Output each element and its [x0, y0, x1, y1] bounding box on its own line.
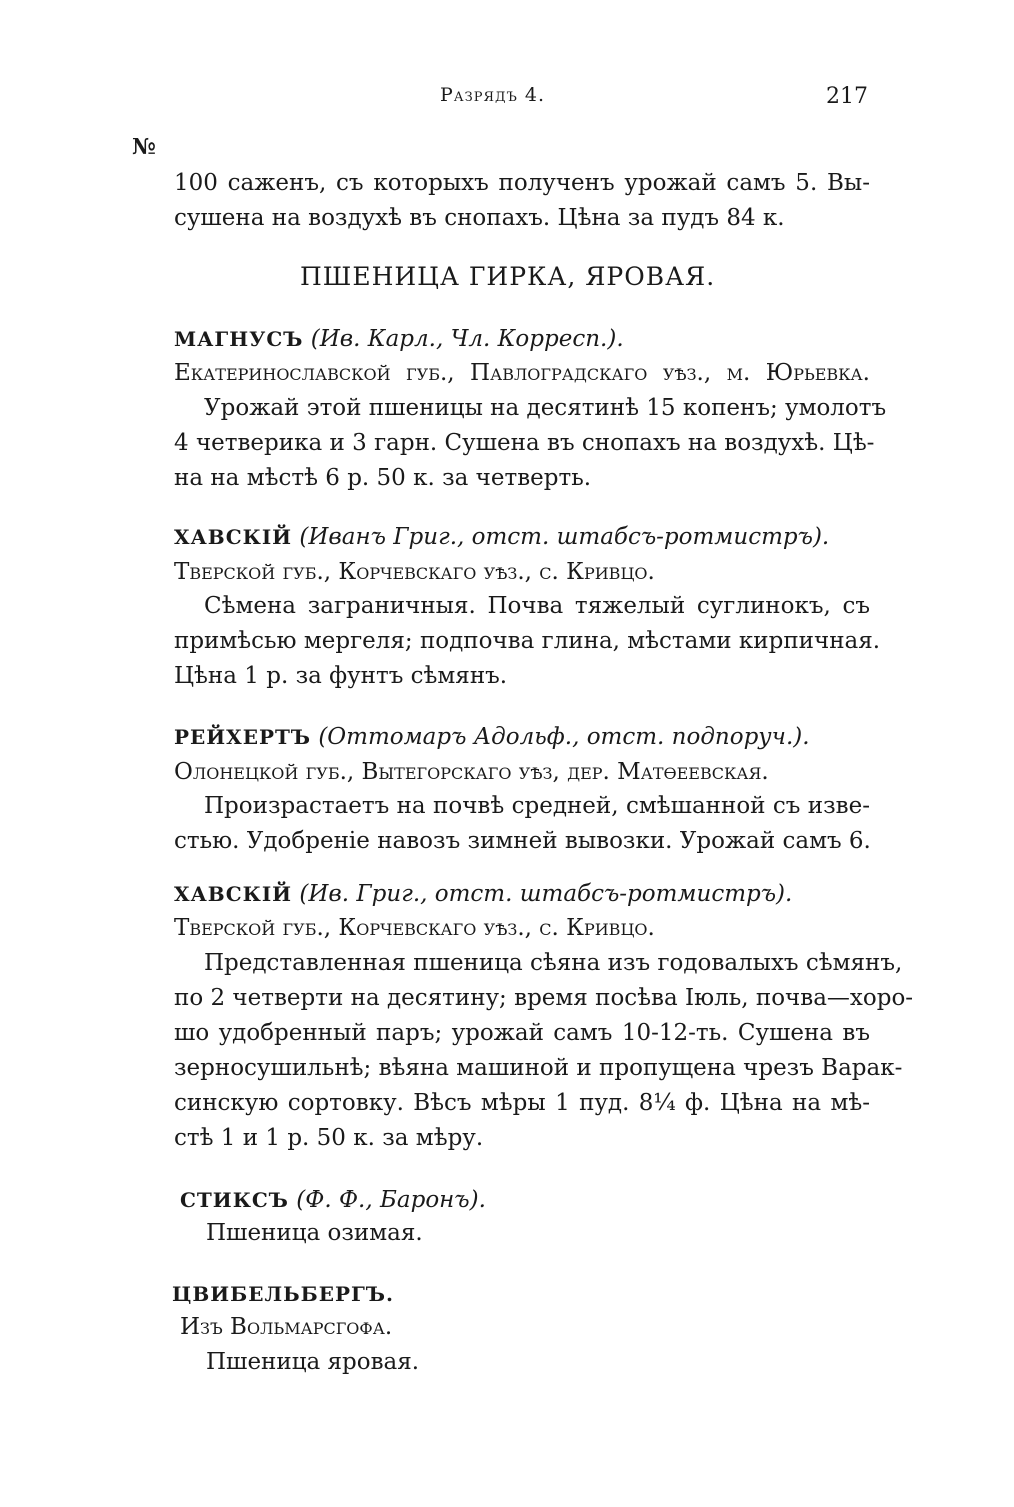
- running-head: Разрядъ 4.: [440, 84, 546, 106]
- entry-heading: [174, 520, 829, 554]
- entry-heading: [174, 322, 624, 356]
- entry-line: 4 четверика и 3 гарн. Сушена въ снопахъ на воздухѣ. Цѣ-: [174, 430, 875, 456]
- intro-line-1: 100 саженъ, съ которыхъ полученъ урожай самъ 5. Вы-: [174, 170, 870, 196]
- entry-name: ХАВСКІЙ: [174, 882, 293, 906]
- entry-line: шо удобренный паръ; урожай самъ 10-12-ть. Сушена въ: [174, 1020, 870, 1046]
- entry-line: Пшеница яровая.: [206, 1349, 420, 1375]
- entry-heading: [174, 877, 792, 911]
- entry-heading: [174, 720, 810, 754]
- entry-name: ЦВИБЕЛЬБЕРГЪ.: [172, 1282, 394, 1306]
- entry-name: СТИКСЪ: [180, 1188, 289, 1212]
- entry-line: зерносушильнѣ; вѣяна машиной и пропущена чрезъ Варак-: [174, 1055, 903, 1081]
- entry-line: стью. Удобреніе навозъ зимней вывозки. Урожай самъ 6.: [174, 828, 871, 854]
- entry-name: РЕЙХЕРТЪ: [174, 725, 311, 749]
- entry-detail: (Ив. Карл., Чл. Корресп.).: [310, 326, 624, 352]
- entry-line: Пшеница озимая.: [206, 1220, 423, 1246]
- entry-line: Урожай этой пшеницы на десятинѣ 15 копенъ; умолотъ: [204, 395, 887, 421]
- page-number: 217: [826, 84, 868, 109]
- entry-line: Цѣна 1 р. за фунтъ сѣмянъ.: [174, 663, 508, 689]
- entry-line: по 2 четверти на десятину; время посѣва Іюль, почва—хоро-: [174, 985, 914, 1011]
- entry-line: Произрастаетъ на почвѣ средней, смѣшанной съ изве-: [204, 793, 870, 819]
- entry-name: ХАВСКІЙ: [174, 525, 293, 549]
- entry-location: Олонецкой губ., Вытегорскаго уѣз, дер. Матѳеевская.: [174, 759, 769, 785]
- entry-detail: (Иванъ Григ., отст. штабсъ-ротмистръ).: [299, 524, 830, 550]
- entry-line: Сѣмена заграничныя. Почва тяжелый суглинокъ, съ: [204, 593, 870, 619]
- entry-heading: [172, 1277, 394, 1311]
- section-title: ПШЕНИЦА ГИРКА, ЯРОВАЯ.: [300, 262, 716, 291]
- entry-line: Представленная пшеница сѣяна изъ годовалыхъ сѣмянъ,: [204, 950, 903, 976]
- entry-line: синскую сортовку. Вѣсъ мѣры 1 пуд. 8¼ ф. Цѣна на мѣ-: [174, 1090, 870, 1116]
- entry-heading: [180, 1183, 486, 1217]
- entry-line: на на мѣстѣ 6 р. 50 к. за четверть.: [174, 465, 592, 491]
- entry-detail: (Ф. Ф., Баронъ).: [296, 1187, 486, 1213]
- entry-location: Екатеринославской губ., Павлоградскаго уѣз., м. Юрьевка.: [174, 360, 870, 386]
- entry-location: Изъ Вольмарсгофа.: [180, 1314, 393, 1340]
- entry-line: стѣ 1 и 1 р. 50 к. за мѣру.: [174, 1125, 484, 1151]
- entry-location: Тверской губ., Корчевскаго уѣз., с. Кривцо.: [174, 559, 655, 585]
- entry-detail: (Оттомаръ Адольф., отст. подпоруч.).: [318, 724, 810, 750]
- entry-line: примѣсью мергеля; подпочва глина, мѣстами кирпичная.: [174, 628, 881, 654]
- entry-detail: (Ив. Григ., отст. штабсъ-ротмистръ).: [299, 881, 793, 907]
- intro-line-2: сушена на воздухѣ въ снопахъ. Цѣна за пудъ 84 к.: [174, 205, 785, 231]
- number-sign: №: [132, 134, 156, 160]
- entry-name: МАГНУСЪ: [174, 327, 304, 351]
- entry-location: Тверской губ., Корчевскаго уѣз., с. Кривцо.: [174, 915, 655, 941]
